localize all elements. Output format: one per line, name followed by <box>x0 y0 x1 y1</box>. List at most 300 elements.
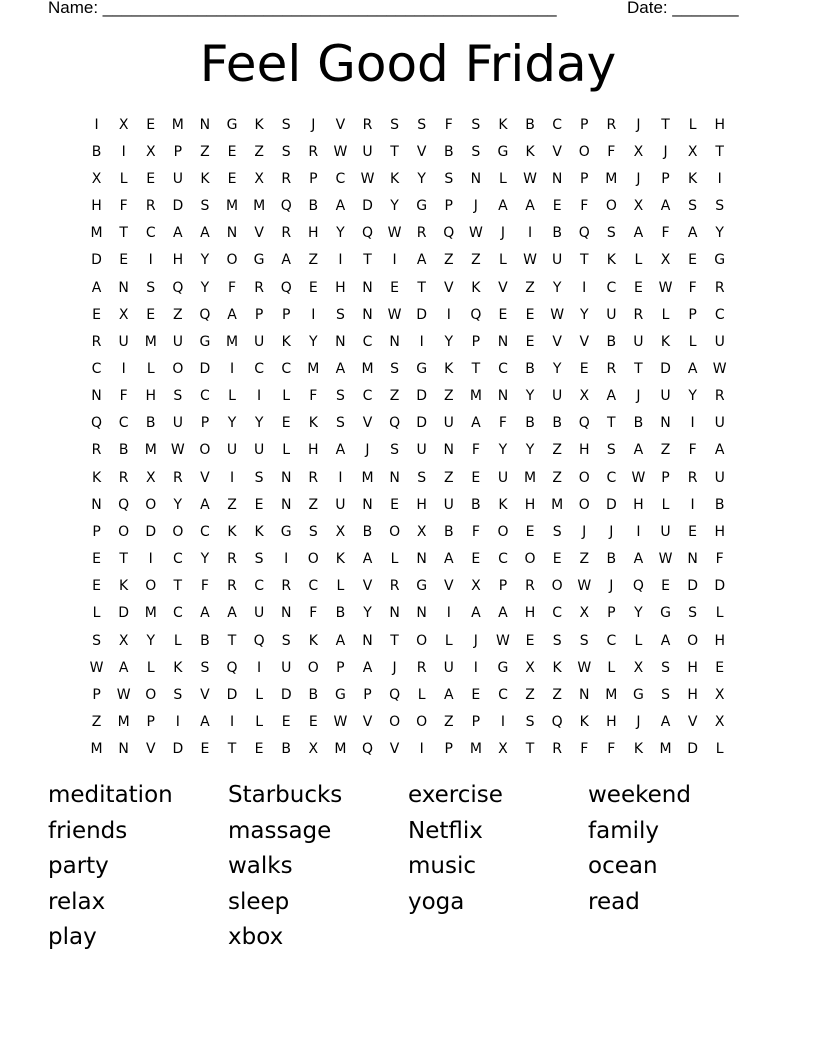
grid-letter: U <box>714 469 725 486</box>
grid-letter: Z <box>579 551 590 568</box>
grid-letter: R <box>525 578 535 595</box>
grid-row <box>83 491 743 518</box>
grid-letter: C <box>606 279 617 296</box>
grid-letter: Z <box>552 686 562 703</box>
grid-letter: O <box>578 496 590 513</box>
grid-letter: J <box>636 714 641 731</box>
grid-letter: K <box>633 741 644 758</box>
grid-letter: P <box>580 170 589 187</box>
grid-letter: A <box>525 198 535 215</box>
grid-letter: B <box>525 415 535 432</box>
grid-letter: L <box>255 714 264 731</box>
grid-letter: E <box>579 360 589 377</box>
grid-letter: X <box>633 659 644 676</box>
word-list-item: walks <box>228 853 293 880</box>
grid-letter: A <box>118 659 129 676</box>
grid-letter: V <box>200 686 210 703</box>
grid-letter: M <box>144 333 157 350</box>
grid-letter: P <box>200 415 210 432</box>
grid-letter: U <box>660 523 671 540</box>
grid-letter: U <box>497 469 509 486</box>
grid-letter: M <box>551 496 564 513</box>
grid-letter: T <box>417 279 426 296</box>
grid-letter: E <box>92 306 101 323</box>
grid-letter: K <box>579 714 589 731</box>
grid-letter: P <box>498 578 508 595</box>
grid-letter: A <box>498 605 508 622</box>
grid-letter: S <box>92 632 101 649</box>
grid-letter: K <box>498 496 508 513</box>
grid-letter: G <box>226 116 238 133</box>
grid-letter: X <box>525 659 535 676</box>
grid-row <box>83 681 743 708</box>
grid-letter: P <box>92 523 101 540</box>
grid-letter: C <box>498 551 508 568</box>
grid-letter: F <box>471 523 480 540</box>
grid-letter: N <box>470 170 482 187</box>
grid-letter: T <box>661 116 670 133</box>
grid-letter: O <box>199 442 211 459</box>
grid-letter: S <box>335 415 345 432</box>
grid-letter: E <box>146 170 156 187</box>
grid-letter: Z <box>443 252 454 269</box>
grid-letter: M <box>469 388 482 405</box>
grid-row <box>83 355 743 382</box>
grid-letter: Y <box>579 306 589 323</box>
grid-letter: O <box>172 523 184 540</box>
grid-letter: J <box>582 523 587 540</box>
grid-letter: J <box>609 578 614 595</box>
grid-letter: W <box>658 551 673 568</box>
grid-letter: I <box>121 360 126 377</box>
grid-letter: V <box>145 741 156 758</box>
grid-letter: G <box>714 252 726 269</box>
grid-letter: U <box>416 442 427 459</box>
grid-letter: Y <box>688 388 697 405</box>
grid-letter: T <box>173 578 183 595</box>
grid-letter: O <box>226 252 238 269</box>
grid-letter: Z <box>308 252 319 269</box>
grid-letter: Q <box>389 415 401 432</box>
grid-letter: Z <box>552 469 562 486</box>
grid-letter: U <box>281 659 292 676</box>
grid-letter: C <box>606 632 617 649</box>
grid-letter: T <box>227 741 237 758</box>
grid-letter: N <box>443 442 454 459</box>
grid-letter: E <box>308 279 318 296</box>
grid-letter: O <box>578 469 590 486</box>
grid-letter: R <box>552 741 562 758</box>
grid-letter: I <box>229 360 235 377</box>
grid-letter: B <box>308 198 319 215</box>
grid-letter: M <box>659 741 672 758</box>
grid-letter: X <box>145 143 156 160</box>
grid-row <box>83 328 743 355</box>
grid-letter: E <box>525 523 535 540</box>
grid-letter: Y <box>200 551 210 568</box>
grid-letter: L <box>661 306 670 323</box>
grid-letter: E <box>471 551 481 568</box>
grid-letter: X <box>579 605 590 622</box>
grid-letter: W <box>468 225 483 242</box>
grid-letter: W <box>550 306 565 323</box>
grid-letter: S <box>200 198 210 215</box>
grid-row <box>83 546 743 573</box>
grid-letter: C <box>335 170 346 187</box>
grid-letter: P <box>688 306 697 323</box>
grid-letter: A <box>200 496 210 513</box>
grid-letter: U <box>172 333 183 350</box>
grid-letter: P <box>309 170 318 187</box>
grid-letter: E <box>661 578 670 595</box>
grid-letter: K <box>389 170 400 187</box>
grid-letter: R <box>91 442 102 459</box>
grid-letter: N <box>578 686 590 703</box>
grid-letter: L <box>92 605 101 622</box>
grid-letter: W <box>360 170 375 187</box>
grid-letter: R <box>606 360 617 377</box>
grid-letter: R <box>254 279 264 296</box>
grid-letter: N <box>551 170 563 187</box>
grid-letter: M <box>524 469 537 486</box>
grid-letter: Z <box>227 496 237 513</box>
grid-letter: J <box>392 659 397 676</box>
grid-letter: F <box>444 116 453 133</box>
grid-letter: D <box>605 496 617 513</box>
grid-letter: N <box>416 551 427 568</box>
grid-letter: V <box>416 143 427 160</box>
grid-letter: N <box>91 496 102 513</box>
grid-letter: D <box>91 252 102 269</box>
grid-letter: J <box>365 442 370 459</box>
grid-letter: T <box>227 632 237 649</box>
grid-letter: N <box>199 116 211 133</box>
grid-letter: C <box>254 360 264 377</box>
grid-letter: P <box>661 469 670 486</box>
grid-letter: A <box>714 442 725 459</box>
grid-letter: L <box>417 686 426 703</box>
word-list-item: sleep <box>228 888 290 915</box>
grid-letter: S <box>579 632 589 649</box>
grid-letter: I <box>446 306 451 323</box>
grid-letter: Q <box>226 659 238 676</box>
grid-letter: J <box>636 116 641 133</box>
grid-letter: A <box>498 198 508 215</box>
grid-letter: M <box>225 333 239 350</box>
grid-letter: Z <box>525 279 535 296</box>
grid-letter: I <box>121 143 126 160</box>
grid-letter: A <box>91 279 102 296</box>
grid-letter: K <box>525 143 535 160</box>
grid-letter: O <box>145 686 157 703</box>
grid-letter: M <box>361 360 374 377</box>
grid-letter: H <box>335 279 346 296</box>
word-list-item: Starbucks <box>228 782 343 808</box>
grid-letter: D <box>199 360 211 377</box>
grid-letter: E <box>525 333 535 350</box>
grid-letter: B <box>525 116 535 133</box>
grid-letter: L <box>119 170 128 187</box>
grid-letter: R <box>606 116 617 133</box>
grid-letter: R <box>714 279 725 296</box>
grid-letter: S <box>390 116 400 133</box>
grid-letter: B <box>362 523 373 540</box>
grid-letter: U <box>552 252 563 269</box>
grid-letter: B <box>308 686 319 703</box>
grid-letter: I <box>175 714 180 731</box>
grid-letter: V <box>362 714 373 731</box>
grid-letter: A <box>335 360 346 377</box>
word-list-item: friends <box>48 817 128 844</box>
grid-letter: E <box>92 551 101 568</box>
grid-row <box>83 736 743 763</box>
grid-letter: E <box>471 469 481 486</box>
grid-letter: L <box>146 360 155 377</box>
grid-row <box>83 464 743 491</box>
grid-letter: F <box>471 442 480 459</box>
grid-letter: U <box>443 659 454 676</box>
grid-letter: O <box>416 632 428 649</box>
grid-letter: S <box>471 143 481 160</box>
grid-letter: L <box>390 551 399 568</box>
grid-letter: X <box>579 388 590 405</box>
grid-letter: N <box>362 279 373 296</box>
grid-letter: T <box>363 252 372 269</box>
grid-letter: I <box>94 116 99 133</box>
grid-letter: U <box>253 333 265 350</box>
word-list-item: meditation <box>48 782 173 808</box>
grid-letter: F <box>227 279 237 296</box>
grid-letter: C <box>91 360 102 377</box>
grid-letter: W <box>712 360 727 377</box>
grid-letter: W <box>89 659 104 676</box>
grid-letter: Z <box>471 252 481 269</box>
grid-letter: Q <box>632 578 644 595</box>
grid-letter: K <box>688 170 698 187</box>
grid-letter: S <box>417 469 427 486</box>
grid-letter: Y <box>444 333 454 350</box>
grid-letter: E <box>281 714 291 731</box>
grid-letter: E <box>525 632 535 649</box>
grid-letter: R <box>362 116 373 133</box>
grid-letter: B <box>525 360 535 377</box>
grid-letter: E <box>390 496 399 513</box>
grid-letter: W <box>170 442 185 459</box>
grid-letter: M <box>90 741 103 758</box>
grid-letter: Y <box>525 442 535 459</box>
grid-letter: G <box>280 523 292 540</box>
grid-letter: I <box>446 605 451 622</box>
word-list-item: music <box>408 853 477 880</box>
grid-letter: E <box>92 578 101 595</box>
grid-letter: X <box>118 306 129 323</box>
grid-letter: Y <box>227 415 237 432</box>
grid-letter: S <box>254 551 264 568</box>
grid-letter: E <box>281 415 291 432</box>
grid-row <box>83 138 743 165</box>
grid-letter: F <box>607 143 616 160</box>
grid-letter: F <box>498 415 507 432</box>
grid-letter: B <box>91 143 102 160</box>
grid-letter: N <box>362 496 373 513</box>
grid-letter: T <box>634 360 643 377</box>
grid-letter: Q <box>578 415 590 432</box>
grid-letter: Z <box>443 714 454 731</box>
grid-letter: Z <box>200 143 210 160</box>
grid-letter: Q <box>91 415 103 432</box>
grid-letter: X <box>471 578 481 595</box>
grid-letter: F <box>200 578 209 595</box>
grid-letter: A <box>633 225 644 242</box>
grid-letter: L <box>146 659 155 676</box>
grid-letter: S <box>335 306 345 323</box>
grid-letter: W <box>496 632 510 649</box>
grid-letter: A <box>660 632 671 649</box>
grid-letter: Z <box>660 442 671 459</box>
grid-letter: W <box>333 714 348 731</box>
grid-letter: I <box>338 252 343 269</box>
grid-letter: Q <box>280 198 292 215</box>
grid-letter: W <box>523 252 537 269</box>
name-field-label: Name: ________________________________________________ <box>48 0 557 17</box>
grid-letter: R <box>281 170 292 187</box>
grid-letter: W <box>523 170 537 187</box>
grid-letter: L <box>688 116 697 133</box>
grid-letter: K <box>660 333 671 350</box>
grid-letter: S <box>390 360 400 377</box>
grid-letter: F <box>715 551 724 568</box>
grid-letter: F <box>119 388 128 405</box>
grid-letter: E <box>146 116 156 133</box>
grid-letter: J <box>473 198 478 215</box>
grid-letter: Z <box>552 442 562 459</box>
grid-row <box>83 654 743 681</box>
grid-letter: X <box>714 714 725 731</box>
grid-letter: K <box>552 659 562 676</box>
grid-letter: I <box>690 496 695 513</box>
grid-letter: S <box>281 143 291 160</box>
grid-letter: E <box>200 741 210 758</box>
grid-letter: O <box>172 360 184 377</box>
grid-row <box>83 274 743 301</box>
grid-letter: M <box>605 686 618 703</box>
grid-letter: W <box>631 469 646 486</box>
word-list-item: massage <box>228 817 332 844</box>
grid-letter: R <box>714 388 725 405</box>
grid-letter: X <box>633 198 644 215</box>
word-list-item: exercise <box>408 782 503 808</box>
grid-letter: I <box>392 252 397 269</box>
grid-letter: M <box>334 741 347 758</box>
grid-letter: T <box>390 143 399 160</box>
grid-letter: E <box>390 279 399 296</box>
grid-letter: P <box>173 143 183 160</box>
grid-letter: I <box>582 279 587 296</box>
grid-letter: G <box>334 686 346 703</box>
grid-letter: I <box>148 252 153 269</box>
word-search-grid <box>83 111 743 763</box>
grid-letter: V <box>552 333 562 350</box>
grid-letter: E <box>688 523 698 540</box>
grid-letter: H <box>714 632 725 649</box>
grid-letter: R <box>416 659 427 676</box>
grid-letter: Y <box>552 360 562 377</box>
grid-letter: S <box>335 388 345 405</box>
grid-letter: N <box>416 605 427 622</box>
grid-letter: W <box>333 143 348 160</box>
grid-letter: G <box>497 143 509 160</box>
grid-letter: O <box>497 523 509 540</box>
grid-letter: J <box>311 116 316 133</box>
grid-letter: B <box>145 415 156 432</box>
grid-letter: E <box>633 279 643 296</box>
grid-letter: H <box>714 116 725 133</box>
grid-letter: U <box>335 496 346 513</box>
grid-letter: A <box>335 198 346 215</box>
grid-letter: C <box>552 605 563 622</box>
grid-letter: Y <box>525 388 535 405</box>
grid-letter: D <box>687 741 698 758</box>
grid-letter: P <box>471 714 481 731</box>
grid-letter: W <box>387 225 402 242</box>
grid-letter: H <box>578 442 590 459</box>
grid-letter: S <box>525 714 535 731</box>
grid-letter: F <box>580 741 589 758</box>
grid-letter: H <box>145 388 156 405</box>
grid-letter: G <box>416 578 428 595</box>
grid-letter: L <box>499 170 507 187</box>
grid-letter: I <box>229 714 235 731</box>
grid-letter: B <box>281 741 291 758</box>
grid-letter: D <box>118 605 130 622</box>
grid-letter: E <box>227 170 237 187</box>
grid-letter: A <box>362 659 373 676</box>
grid-letter: K <box>308 415 318 432</box>
grid-letter: N <box>280 469 292 486</box>
grid-letter: E <box>254 741 264 758</box>
grid-letter: U <box>253 442 265 459</box>
grid-letter: K <box>471 279 481 296</box>
grid-letter: S <box>390 442 400 459</box>
grid-letter: B <box>714 496 725 513</box>
grid-letter: E <box>498 306 508 323</box>
grid-letter: L <box>499 252 507 269</box>
grid-letter: B <box>606 551 617 568</box>
grid-letter: O <box>416 714 428 731</box>
grid-letter: C <box>254 578 264 595</box>
grid-letter: K <box>173 659 183 676</box>
grid-letter: C <box>362 388 373 405</box>
grid-letter: F <box>661 225 670 242</box>
word-list-item: xbox <box>228 924 284 951</box>
grid-letter: H <box>524 496 536 513</box>
grid-letter: S <box>606 225 616 242</box>
grid-letter: G <box>660 605 671 622</box>
grid-letter: Y <box>417 170 426 187</box>
grid-letter: K <box>254 116 264 133</box>
grid-letter: B <box>471 496 481 513</box>
grid-letter: M <box>253 198 266 215</box>
grid-letter: B <box>118 442 129 459</box>
grid-letter: H <box>687 686 698 703</box>
grid-letter: U <box>172 170 183 187</box>
grid-letter: X <box>308 741 319 758</box>
word-list-item: ocean <box>588 853 658 880</box>
page-title: Feel Good Friday <box>199 35 617 93</box>
grid-letter: U <box>714 333 725 350</box>
grid-letter: H <box>687 659 698 676</box>
grid-letter: E <box>471 686 481 703</box>
